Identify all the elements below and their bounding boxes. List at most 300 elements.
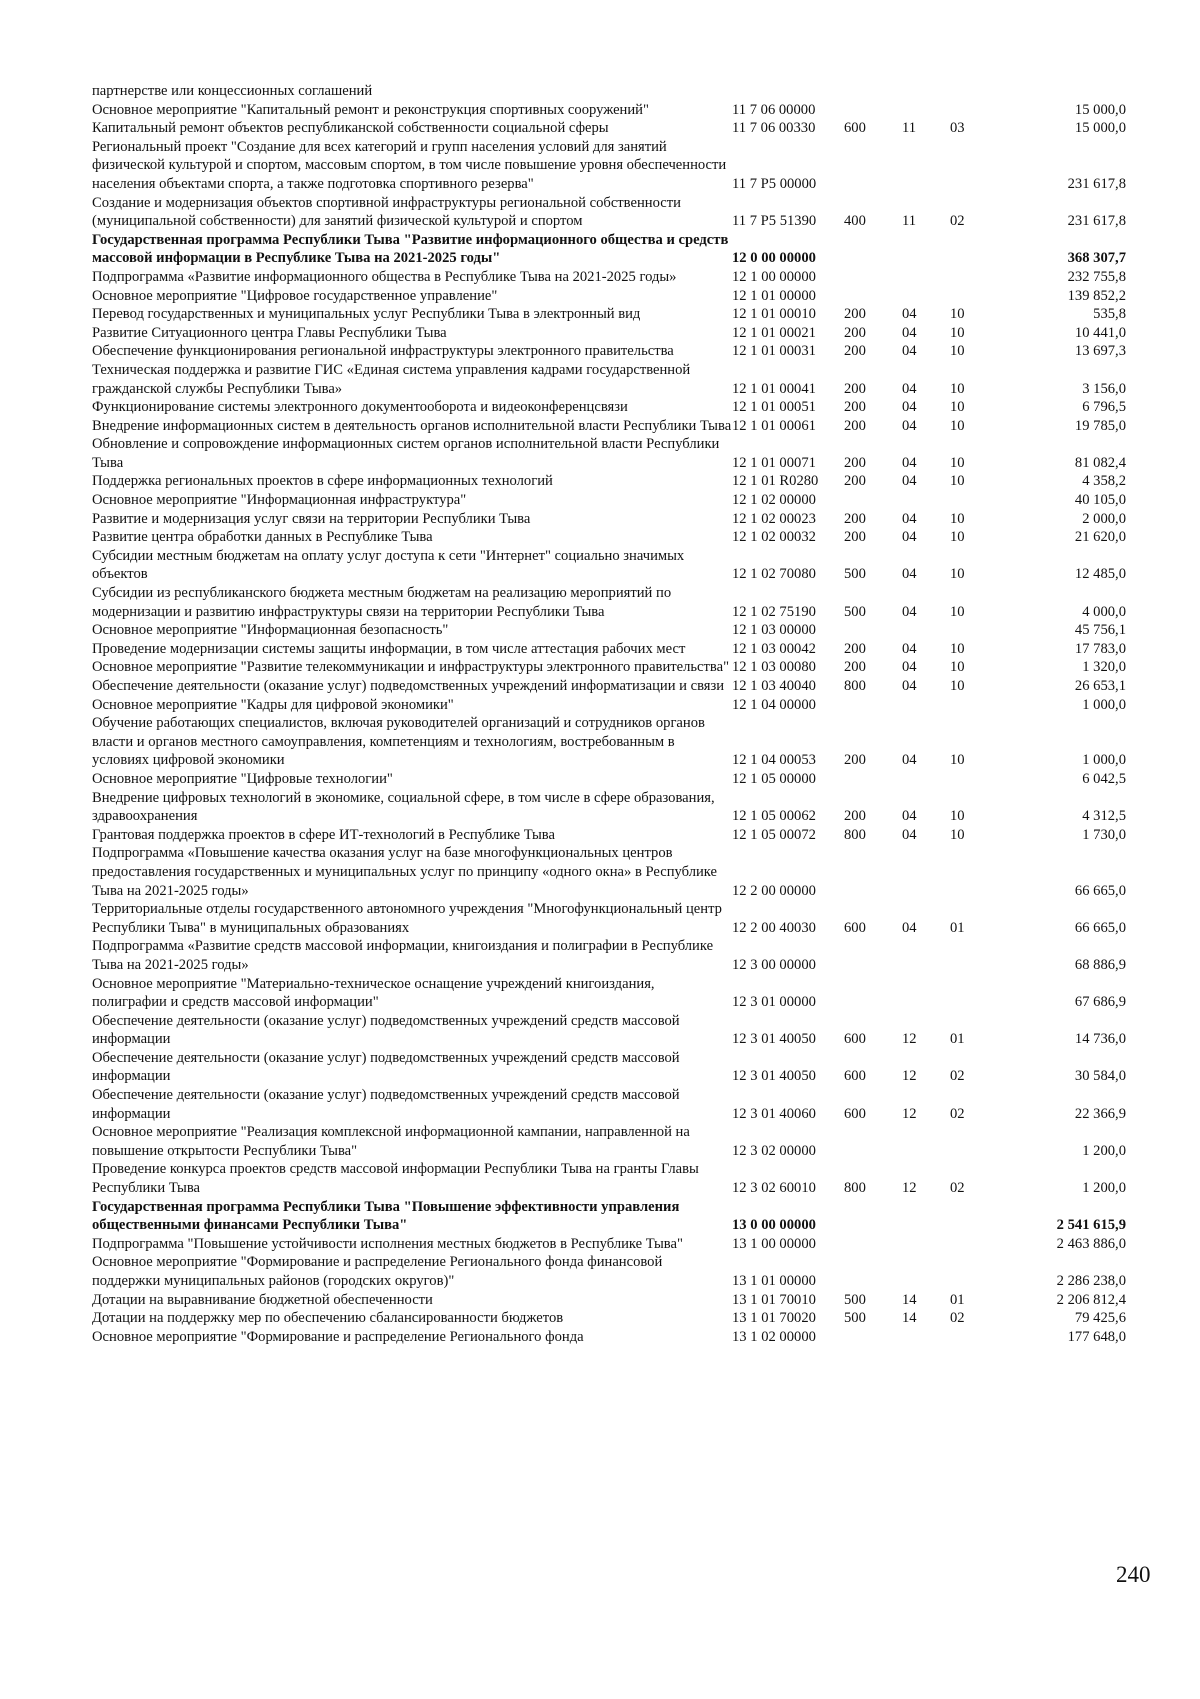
target-article-code: 13 0 00 00000 [732,1217,816,1234]
subsection-code: 10 [950,417,965,434]
expense-type-code [844,1123,902,1160]
subsection-code: 02 [950,213,965,230]
row-name: Основное мероприятие "Информационная инфраструктура" [92,492,467,509]
row-name: Основное мероприятие "Реализация комплексной информационной кампании, направленной на повышение открытости Республики Тыва" [92,1124,690,1159]
subsection-code [950,491,1022,510]
amount: 6 796,5 [1082,399,1126,416]
table-row [92,844,1126,900]
amount: 66 665,0 [1074,882,1126,899]
subsection-code [950,621,1022,640]
target-article-code: 13 1 01 00000 [732,1273,816,1289]
table-row [92,1049,1126,1086]
row-name: Основное мероприятие "Капитальный ремонт и реконструкция спортивных сооружений" [92,101,649,118]
target-article-code: 12 1 05 00072 [732,826,816,843]
section-code [902,975,950,1012]
target-article-code: 12 1 05 00000 [732,770,816,787]
section-code: 04 [902,510,917,527]
target-article-code: 13 1 01 70010 [732,1291,816,1308]
row-name: Техническая поддержка и развитие ГИС «Единая система управления кадрами государственной гражданской службы Республики Тыва» [92,361,691,397]
section-code [902,1123,950,1160]
target-article-code: 12 0 00 00000 [732,250,816,267]
subsection-code [950,82,1022,101]
table-row [92,714,1126,770]
target-article-code: 12 1 04 00000 [732,696,816,713]
amount: 4 000,0 [1082,603,1126,620]
row-name: Основное мероприятие "Цифровое государственное управление" [92,287,498,304]
row-name: Основное мероприятие "Кадры для цифровой экономики" [92,696,454,713]
target-article-code: 12 1 01 00010 [732,306,816,323]
budget-table-body [92,82,1126,1346]
amount: 12 485,0 [1074,566,1126,583]
amount: 66 665,0 [1074,919,1126,936]
target-article-code: 11 7 P5 51390 [732,213,817,230]
target-article-code: 12 3 01 00000 [732,994,816,1011]
table-row [92,1086,1126,1123]
section-code: 04 [902,417,917,434]
subsection-code: 02 [950,1105,965,1122]
table-row [92,82,1126,101]
target-article-code: 11 7 06 00000 [732,101,816,118]
section-code: 14 [902,1310,917,1327]
amount: 15 000,0 [1074,120,1126,137]
expense-type-code: 600 [844,1105,866,1122]
expense-type-code: 800 [844,826,866,843]
table-row [92,1309,1126,1328]
table-row [92,324,1126,343]
target-article-code: 13 1 00 00000 [732,1235,816,1252]
section-code: 04 [902,808,917,825]
expense-type-code [844,1235,902,1254]
row-name: Обновление и сопровождение информационных систем органов исполнительной власти Республики Тыва [92,436,720,471]
amount: 13 697,3 [1074,343,1126,360]
table-row [92,900,1126,937]
expense-type-code [844,844,902,900]
table-row [92,305,1126,324]
target-article-code: 12 1 03 00042 [732,640,816,657]
amount: 30 584,0 [1074,1068,1126,1085]
expense-type-code: 200 [844,473,866,490]
expense-type-code: 800 [844,1180,866,1197]
expense-type-code [844,231,902,268]
subsection-code: 10 [950,529,965,546]
amount: 1 730,0 [1082,826,1126,843]
expense-type-code: 600 [844,1031,866,1048]
amount: 15 000,0 [1074,101,1126,118]
expense-type-code: 200 [844,640,866,657]
section-code [902,621,950,640]
amount: 2 463 886,0 [1056,1235,1126,1252]
table-row [92,1198,1126,1235]
row-name: Основное мероприятие "Формирование и распределение Регионального фонда [92,1328,584,1345]
row-name: Субсидии местным бюджетам на оплату услуг доступа к сети "Интернет" социально значимых объектов [92,547,685,583]
amount: 10 441,0 [1074,324,1126,341]
row-name: Территориальные отделы государственного автономного учреждения "Многофункциональный центр Республики Тыва" в муниципальных образованиях [92,901,722,936]
section-code: 04 [902,473,917,490]
section-code: 04 [902,826,917,843]
expense-type-code: 200 [844,529,866,546]
section-code [902,268,950,287]
row-name: Грантовая поддержка проектов в сфере ИТ-технологий в Республике Тыва [92,826,555,843]
table-row [92,696,1126,715]
subsection-code [950,844,1022,900]
target-article-code: 12 1 03 00080 [732,659,816,676]
subsection-code [950,1253,1022,1290]
section-code: 04 [902,529,917,546]
expense-type-code: 800 [844,678,866,694]
expense-type-code: 500 [844,603,866,620]
table-row [92,268,1126,287]
subsection-code: 10 [950,752,965,769]
expense-type-code: 200 [844,343,866,360]
target-article-code: 12 2 00 40030 [732,919,816,936]
row-name: Обеспечение деятельности (оказание услуг) подведомственных учреждений информатизации и связи [92,678,725,694]
table-row [92,528,1126,547]
table-row [92,1160,1126,1197]
target-article-code: 12 3 01 40050 [732,1031,816,1048]
table-row [92,1235,1126,1254]
row-name: Основное мероприятие "Материально-техническое оснащение учреждений книгоиздания, полиграфии и средств массовой информации" [92,975,655,1011]
section-code: 12 [902,1105,917,1122]
table-row [92,1123,1126,1160]
row-name: Внедрение цифровых технологий в экономике, социальной сфере, в том числе в сфере образования, здравоохранения [92,789,715,825]
expense-type-code [844,268,902,287]
row-name: Дотации на выравнивание бюджетной обеспеченности [92,1291,433,1308]
expense-type-code: 200 [844,324,866,341]
amount: 4 312,5 [1082,808,1126,825]
target-article-code: 12 1 02 75190 [732,603,816,620]
target-article-code: 12 3 02 60010 [732,1180,816,1197]
section-code: 04 [902,324,917,341]
table-row [92,937,1126,974]
table-row [92,101,1126,120]
amount [1022,82,1126,101]
amount: 21 620,0 [1074,529,1126,546]
table-row [92,361,1126,398]
expense-type-code [844,621,902,640]
expense-type-code [844,770,902,789]
section-code: 11 [902,213,917,230]
amount: 22 366,9 [1074,1105,1126,1122]
table-row [92,547,1126,584]
row-name: Развитие центра обработки данных в Республике Тыва [92,529,433,546]
table-row [92,640,1126,659]
row-name: Основное мероприятие "Развитие телекоммуникации и инфраструктуры электронного правительства" [92,659,730,676]
subsection-code: 02 [950,1068,965,1085]
amount: 3 156,0 [1082,380,1126,397]
subsection-code: 10 [950,808,965,825]
subsection-code: 10 [950,659,965,676]
target-article-code: 12 1 02 00032 [732,529,816,546]
expense-type-code: 200 [844,454,866,471]
subsection-code: 03 [950,120,965,137]
row-name: Обеспечение деятельности (оказание услуг) подведомственных учреждений средств массовой информации [92,1049,680,1085]
row-name: Обеспечение деятельности (оказание услуг) подведомственных учреждений средств массовой информации [92,1087,680,1122]
table-row [92,975,1126,1012]
expense-type-code [844,82,902,101]
row-name: Субсидии из республиканского бюджета местным бюджетам на реализацию мероприятий по модернизации и развитию инфраструктуры связи на территории Республики Тыва [92,585,672,620]
expense-type-code: 200 [844,380,866,397]
expense-type-code [844,101,902,120]
amount: 14 736,0 [1074,1031,1126,1048]
amount: 1 320,0 [1082,659,1126,676]
table-row [92,138,1126,194]
row-name: Региональный проект "Создание для всех категорий и групп населения условий для занятий физической культурой и спортом, массовым спортом, в том числе повышение уровня обеспеченности населения объектами спорта, а также подготовка спортивного резерва" [92,138,727,192]
row-name: Основное мероприятие "Цифровые технологии" [92,770,393,787]
table-row [92,789,1126,826]
table-row [92,584,1126,621]
target-article-code: 12 1 04 00053 [732,752,816,769]
section-code: 04 [902,659,917,676]
subsection-code [950,770,1022,789]
row-name: Перевод государственных и муниципальных услуг Республики Тыва в электронный вид [92,306,641,323]
target-article-code: 12 3 00 00000 [732,956,816,973]
subsection-code: 10 [950,399,965,416]
section-code: 14 [902,1291,917,1308]
expense-type-code: 600 [844,919,866,936]
expense-type-code [844,491,902,510]
section-code: 11 [902,120,917,137]
section-code: 04 [902,566,917,583]
amount: 232 755,8 [1067,268,1126,285]
subsection-code [950,1328,1022,1347]
subsection-code: 10 [950,380,965,397]
subsection-code [950,1198,1022,1235]
expense-type-code: 500 [844,1291,866,1308]
subsection-code [950,138,1022,194]
subsection-code: 10 [950,566,965,583]
subsection-code [950,937,1022,974]
subsection-code [950,101,1022,120]
section-code [902,231,950,268]
row-name: Обеспечение функционирования региональной инфраструктуры электронного правительства [92,343,674,360]
table-row [92,491,1126,510]
amount: 4 358,2 [1082,473,1126,490]
table-row [92,658,1126,677]
subsection-code: 10 [950,473,965,490]
budget-table [92,82,1126,1346]
target-article-code: 11 7 P5 00000 [732,175,817,192]
section-code: 04 [902,399,917,416]
target-article-code: 12 1 03 40040 [732,678,816,694]
amount: 2 000,0 [1082,510,1126,527]
row-name: Подпрограмма «Повышение качества оказания услуг на базе многофункциональных центров предоставления государственных и муниципальных услуг по принципу «одного окна» в Республике Тыва на 2021-2025 годы» [92,845,718,899]
table-row [92,1012,1126,1049]
table-row [92,398,1126,417]
subsection-code: 02 [950,1310,965,1327]
expense-type-code [844,138,902,194]
table-row [92,231,1126,268]
expense-type-code [844,937,902,974]
table-row [92,287,1126,306]
section-code [902,1253,950,1290]
section-code [902,1198,950,1235]
target-article-code: 13 1 02 00000 [732,1328,816,1345]
table-row [92,826,1126,845]
target-article-code: 12 1 01 00051 [732,399,816,416]
expense-type-code: 200 [844,306,866,323]
amount: 2 286 238,0 [1056,1273,1126,1289]
subsection-code: 01 [950,1031,965,1048]
expense-type-code: 200 [844,752,866,769]
expense-type-code: 500 [844,566,866,583]
subsection-code: 10 [950,678,965,694]
target-article-code: 13 1 01 70020 [732,1310,816,1327]
target-article-code: 12 3 01 40050 [732,1068,816,1085]
amount: 368 307,7 [1067,250,1126,267]
section-code [902,82,950,101]
section-code: 12 [902,1031,917,1048]
subsection-code: 10 [950,826,965,843]
amount: 67 686,9 [1074,994,1126,1011]
row-name: Обеспечение деятельности (оказание услуг) подведомственных учреждений средств массовой информации [92,1012,680,1048]
expense-type-code: 200 [844,399,866,416]
amount: 231 617,8 [1067,175,1126,192]
table-row [92,1291,1126,1310]
table-row [92,194,1126,231]
amount: 45 756,1 [1074,622,1126,639]
amount: 17 783,0 [1074,640,1126,657]
table-row [92,510,1126,529]
row-name: Развитие Ситуационного центра Главы Республики Тыва [92,324,447,341]
row-name: Государственная программа Республики Тыва "Повышение эффективности управления общественными финансами Республики Тыва" [92,1198,680,1234]
subsection-code [950,231,1022,268]
amount: 2 541 615,9 [1056,1217,1126,1234]
expense-type-code: 500 [844,1310,866,1327]
row-name: Основное мероприятие "Информационная безопасность" [92,622,449,639]
amount: 177 648,0 [1067,1328,1126,1345]
target-article-code: 12 1 03 00000 [732,622,816,639]
section-code [902,287,950,306]
section-code [902,101,950,120]
target-article-code [732,82,844,101]
amount: 535,8 [1093,306,1126,323]
table-row [92,342,1126,361]
section-code [902,937,950,974]
target-article-code: 12 1 02 00000 [732,492,816,509]
section-code: 04 [902,343,917,360]
expense-type-code [844,1198,902,1235]
section-code [902,1328,950,1347]
row-name: Проведение конкурса проектов средств массовой информации Республики Тыва на гранты Главы Республики Тыва [92,1161,699,1197]
table-row [92,1328,1126,1347]
amount: 1 200,0 [1082,1180,1126,1197]
section-code [902,770,950,789]
row-name: Государственная программа Республики Тыва "Развитие информационного общества и средств массовой информации в Республике Тыва на 2021-2025 годы" [92,231,729,267]
subsection-code: 02 [950,1180,965,1197]
row-name: Дотации на поддержку мер по обеспечению сбалансированности бюджетов [92,1310,564,1327]
amount: 1 200,0 [1082,1142,1126,1159]
subsection-code: 10 [950,306,965,323]
table-row [92,435,1126,472]
table-row [92,417,1126,436]
row-name: Подпрограмма "Повышение устойчивости исполнения местных бюджетов в Республике Тыва" [92,1235,683,1252]
target-article-code: 12 1 01 00031 [732,343,816,360]
subsection-code: 10 [950,603,965,620]
target-article-code: 12 2 00 00000 [732,882,816,899]
section-code: 04 [902,678,917,694]
amount: 139 852,2 [1067,287,1126,304]
row-name: Капитальный ремонт объектов республиканской собственности социальной сферы [92,120,609,137]
amount: 19 785,0 [1074,417,1126,434]
row-name: Поддержка региональных проектов в сфере информационных технологий [92,473,553,490]
target-article-code: 12 1 05 00062 [732,808,816,825]
expense-type-code: 200 [844,510,866,527]
target-article-code: 12 1 01 00061 [732,417,816,434]
subsection-code: 10 [950,640,965,657]
table-row [92,1253,1126,1290]
expense-type-code: 400 [844,213,866,230]
table-row [92,621,1126,640]
subsection-code: 10 [950,324,965,341]
expense-type-code: 200 [844,417,866,434]
amount: 81 082,4 [1074,454,1126,471]
section-code [902,844,950,900]
expense-type-code [844,1328,902,1347]
subsection-code [950,696,1022,715]
page-number: 240 [1116,1562,1151,1587]
expense-type-code [844,1253,902,1290]
section-code: 04 [902,454,917,471]
expense-type-code [844,287,902,306]
expense-type-code: 600 [844,120,866,137]
row-name: Создание и модернизация объектов спортивной инфраструктуры региональной собственности (муниципальной собственности) для занятий физической культурой и спортом [92,194,681,230]
table-row [92,770,1126,789]
target-article-code: 12 1 00 00000 [732,268,816,285]
section-code: 04 [902,603,917,620]
table-row [92,119,1126,138]
row-name: Внедрение информационных систем в деятельность органов исполнительной власти Республики Тыва [92,417,732,434]
section-code [902,696,950,715]
row-name: Обучение работающих специалистов, включая руководителей организаций и сотрудников органов власти и органов местного самоуправления, компетенциям и технологиям, востребованным в условиях цифровой экономики [92,715,705,769]
amount: 6 042,5 [1082,770,1126,787]
expense-type-code: 600 [844,1068,866,1085]
row-name: Функционирование системы электронного документооборота и видеоконференцсвязи [92,399,628,416]
row-name: Основное мероприятие "Формирование и распределение Регионального фонда финансовой поддержки муниципальных районов (городских округов)" [92,1254,663,1289]
table-row [92,472,1126,491]
expense-type-code [844,975,902,1012]
subsection-code [950,1235,1022,1254]
subsection-code: 01 [950,1291,965,1308]
section-code [902,491,950,510]
section-code: 04 [902,919,917,936]
target-article-code: 12 1 01 00021 [732,324,816,341]
amount: 79 425,6 [1074,1310,1126,1327]
row-name: Подпрограмма «Развитие информационного общества в Республике Тыва на 2021-2025 годы» [92,268,677,285]
table-row [92,677,1126,696]
target-article-code: 12 3 01 40060 [732,1105,816,1122]
expense-type-code: 200 [844,808,866,825]
subsection-code: 01 [950,919,965,936]
subsection-code [950,1123,1022,1160]
row-name: Подпрограмма «Развитие средств массовой информации, книгоиздания и полиграфии в Республике Тыва на 2021-2025 годы» [92,938,714,973]
subsection-code [950,287,1022,306]
row-name: Проведение модернизации системы защиты информации, в том числе аттестация рабочих мест [92,640,686,657]
target-article-code: 12 1 01 00000 [732,287,816,304]
target-article-code: 12 1 01 00041 [732,380,816,397]
target-article-code: 12 3 02 00000 [732,1142,816,1159]
subsection-code: 10 [950,510,965,527]
section-code: 04 [902,306,917,323]
section-code: 04 [902,752,917,769]
section-code: 12 [902,1068,917,1085]
amount: 1 000,0 [1082,752,1126,769]
subsection-code [950,268,1022,287]
target-article-code: 12 1 02 00023 [732,510,816,527]
expense-type-code [844,696,902,715]
section-code [902,138,950,194]
row-name: партнерстве или концессионных соглашений [92,83,373,99]
section-code [902,1235,950,1254]
